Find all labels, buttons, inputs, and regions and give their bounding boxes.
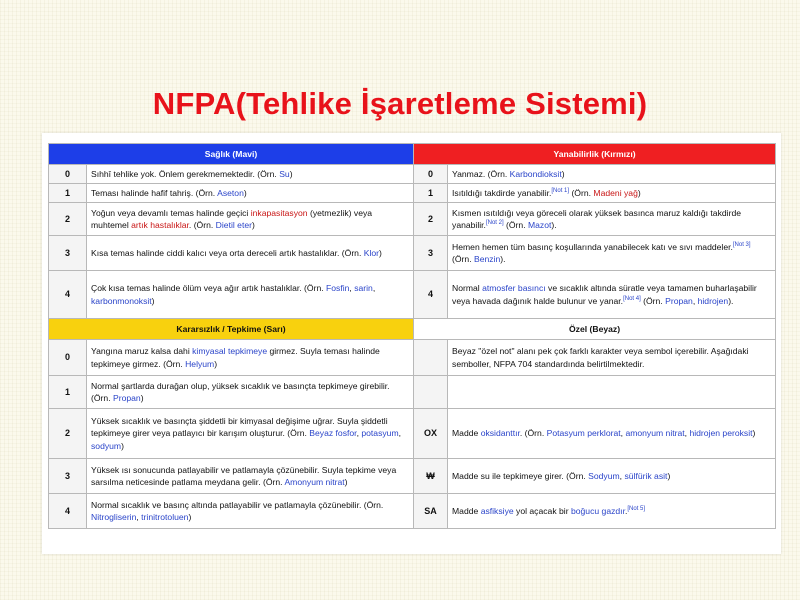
health-level: 1 [49, 184, 87, 203]
note-link[interactable]: [Not 4] [623, 295, 641, 302]
health-level: 4 [49, 271, 87, 319]
special-desc [448, 376, 776, 409]
health-desc: Kısa temas halinde ciddi kalıcı veya orta dereceli artık hastalıklar. (Örn. Klor) [87, 236, 414, 271]
flammability-level: 0 [414, 165, 448, 184]
health-desc: Çok kısa temas halinde ölüm veya ağır artık hastalıklar. (Örn. Fosfin, sarin, karbonmonoksit) [87, 271, 414, 319]
note-link[interactable]: [Not 3] [732, 241, 751, 248]
example-link[interactable]: Potasyum perklorat [546, 428, 621, 439]
special-desc: Beyaz "özel not" alanı pek çok farklı karakter veya sembol içerebilir. Aşağıdaki semboller, NFPA 704 standardında belirtilmektedir. [448, 340, 776, 376]
example-link[interactable]: Propan [665, 295, 693, 306]
instability-level: 2 [49, 409, 87, 459]
example-link[interactable]: Klor [363, 247, 380, 258]
flammability-level: 2 [414, 203, 448, 236]
table-row [49, 376, 776, 409]
example-link[interactable]: Benzin [473, 254, 501, 264]
example-link[interactable]: boğucu gazdır [570, 505, 625, 516]
example-link[interactable]: Madeni yağ [593, 187, 638, 198]
health-level: 2 [49, 203, 87, 236]
table-row [49, 184, 776, 203]
health-desc: Teması halinde hafif tahriş. (Örn. Aseton) [87, 184, 414, 203]
flammability-desc: Kısmen ısıtıldığı veya göreceli olarak yüksek basınca maruz kaldığı takdirde yanabilir.[Not 2] (Örn. Mazot). [448, 203, 776, 236]
example-link[interactable]: potasyum [361, 428, 399, 439]
example-link[interactable]: karbonmonoksit [91, 295, 152, 306]
health-desc: Yoğun veya devamlı temas halinde geçici inkapasitasyon (yetmezlik) veya muhtemel artık hastalıklar. (Örn. Dietil eter) [87, 203, 414, 236]
special-desc: Madde su ile tepkimeye girer. (Örn. Sodyum, sülfürik asit) [448, 459, 776, 494]
header-row-top [49, 144, 776, 165]
special-symbol: OX [414, 409, 448, 459]
special-symbol: ₩ [414, 459, 448, 494]
instability-level: 1 [49, 376, 87, 409]
example-link[interactable]: Dietil eter [215, 220, 252, 230]
flammability-level: 1 [414, 184, 448, 203]
example-link[interactable]: artık hastalıklar [131, 220, 189, 230]
example-link[interactable]: Fosfin [326, 283, 350, 293]
health-level: 3 [49, 236, 87, 271]
slide-title: NFPA(Tehlike İşaretleme Sistemi) [152, 86, 648, 121]
example-link[interactable]: Su [279, 168, 290, 179]
flammability-header: Yanabilirlik (Kırmızı) [414, 144, 776, 165]
header-row-bottom [49, 319, 776, 340]
example-link[interactable]: Aseton [217, 187, 244, 198]
example-link[interactable]: hidrojen [697, 295, 729, 306]
table-row [49, 409, 776, 459]
instability-desc: Yüksek ısı sonucunda patlayabilir ve patlamayla çözünebilir. Suyla tepkime veya sarsılma neticesinde patlama meydana gelir. (Örn. Amonyum nitrat) [87, 459, 414, 494]
instability-desc: Normal sıcaklık ve basınç altında patlayabilir ve patlamayla çözünebilir. (Örn. Nitrogliserin, trinitrotoluen) [87, 494, 414, 529]
table-row [49, 203, 776, 236]
flammability-level: 3 [414, 236, 448, 271]
example-link[interactable]: sarin [354, 283, 373, 293]
instability-desc: Yangına maruz kalsa dahi kimyasal tepkimeye girmez. Suyla teması halinde tepkimeye girmez. (Örn. Helyum) [87, 340, 414, 376]
example-link[interactable]: Amonyum nitrat [284, 477, 345, 487]
instability-desc: Yüksek sıcaklık ve basınçta şiddetli bir kimyasal değişime uğrar. Suyla şiddetli tepkimeye girer veya patlayıcı bir karışım oluşturur. (Örn. Beyaz fosfor, potasyum, sodyum) [87, 409, 414, 459]
table-row [49, 165, 776, 184]
flammability-desc: Normal atmosfer basıncı ve sıcaklık altında süratle veya tamamen buharlaşabilir veya havada dağınık halde bulunur ve yanar.[Not 4] (Örn. Propan, hidrojen). [448, 271, 776, 319]
example-link[interactable]: trinitrotoluen [141, 512, 189, 522]
table-row [49, 236, 776, 271]
special-symbol: SA [414, 494, 448, 529]
table-row [49, 271, 776, 319]
special-desc: Madde asfiksiye yol açacak bir boğucu gazdır.[Not 5] [448, 494, 776, 529]
instability-level: 4 [49, 494, 87, 529]
example-link[interactable]: amonyum nitrat [625, 428, 685, 439]
health-header: Sağlık (Mavi) [49, 144, 414, 165]
example-link[interactable]: hidrojen peroksit [689, 428, 753, 439]
example-link[interactable]: kimyasal tepkimeye [192, 346, 268, 356]
instability-level: 0 [49, 340, 87, 376]
special-symbol [414, 340, 448, 376]
nfpa-table [48, 143, 776, 529]
example-link[interactable]: asfiksiye [480, 505, 514, 516]
special-header: Özel (Beyaz) [414, 319, 776, 340]
instability-level: 3 [49, 459, 87, 494]
flammability-level: 4 [414, 271, 448, 319]
example-link[interactable]: atmosfer basıncı [482, 283, 546, 293]
example-link[interactable]: Beyaz fosfor [309, 428, 357, 439]
example-link[interactable]: oksidanttır [480, 428, 520, 439]
special-symbol [414, 376, 448, 409]
note-link[interactable]: [Not 1] [551, 187, 570, 194]
example-link[interactable]: Propan [112, 393, 141, 403]
example-link[interactable]: Helyum [185, 358, 215, 369]
example-link[interactable]: inkapasitasyon [250, 207, 308, 218]
table-row [49, 459, 776, 494]
table-row [49, 494, 776, 529]
example-link[interactable]: Karbondioksit [509, 168, 562, 179]
example-link[interactable]: Sodyum [588, 470, 620, 481]
special-desc: Madde oksidanttır. (Örn. Potasyum perklorat, amonyum nitrat, hidrojen peroksit) [448, 409, 776, 459]
health-level: 0 [49, 165, 87, 184]
flammability-desc: Isıtıldığı takdirde yanabilir.[Not 1] (Örn. Madeni yağ) [448, 184, 776, 203]
example-link[interactable]: sülfürik asit [624, 470, 668, 481]
instability-desc: Normal şartlarda durağan olup, yüksek sıcaklık ve basınçta tepkimeye girebilir. (Örn. Propan) [87, 376, 414, 409]
health-desc: Sıhhî tehlike yok. Önlem gerekmemektedir. (Örn. Su) [87, 165, 414, 184]
table-row [49, 340, 776, 376]
flammability-desc: Yanmaz. (Örn. Karbondioksit) [448, 165, 776, 184]
instability-header: Kararsızlık / Tepkime (Sarı) [49, 319, 414, 340]
nfpa-table-image [42, 133, 781, 554]
example-link[interactable]: sodyum [91, 440, 122, 451]
example-link[interactable]: Nitrogliserin [91, 512, 137, 522]
example-link[interactable]: Mazot [527, 220, 552, 230]
note-link[interactable]: [Not 2] [485, 220, 504, 227]
flammability-desc: Hemen hemen tüm basınç koşullarında yanabilecek katı ve sıvı maddeler.[Not 3] (Örn. Benzin). [448, 236, 776, 271]
note-link[interactable]: [Not 5] [627, 505, 646, 512]
